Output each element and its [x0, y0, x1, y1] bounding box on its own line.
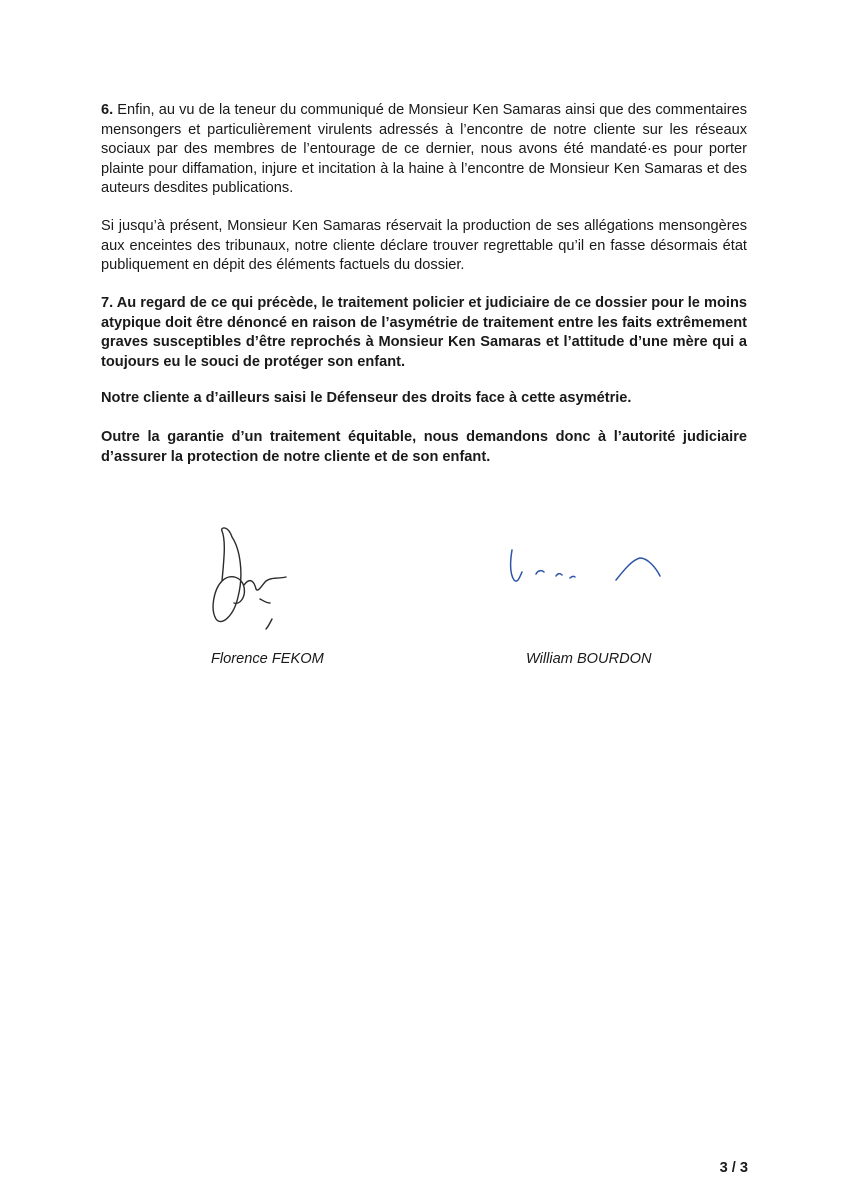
signature-florence-fekom [200, 519, 310, 639]
paragraph-defenseur: Notre cliente a d’ailleurs saisi le Défenseur des droits face à cette asymétrie. [101, 390, 632, 406]
signature-william-bourdon [500, 540, 670, 590]
paragraph-6 [101, 101, 747, 199]
paragraph-conclusion: Outre la garantie d’un traitement équitable, nous demandons donc à l’autorité judiciaire d’assurer la protection de notre cliente et de son enfant. [101, 429, 747, 465]
paragraph-7: 7. Au regard de ce qui précède, le traitement policier et judiciaire de ce dossier pour le moins atypique doit être dénoncé en raison de l’asymétrie de traitement entre les faits extrêmement graves susceptibles d’être reprochés à Monsieur Ken Samaras et l’attitude d’une mère qui a toujours eu le souci de protéger son enfant. [101, 295, 747, 370]
paragraph-6-continuation: Si jusqu’à présent, Monsieur Ken Samaras réservait la production de ses allégations mensongères aux enceintes des tribunaux, notre cliente déclare trouver regrettable qu’il en fasse désormais état publiquement en dépit des éléments factuels du dossier. [101, 218, 747, 273]
signature-block [0, 505, 848, 705]
signatory-name-left: Florence FEKOM [211, 651, 324, 667]
paragraph-6-number: 6. [101, 102, 114, 118]
signatory-name-right: William BOURDON [526, 651, 652, 667]
paragraph-6-text: Enfin, au vu de la teneur du communiqué de Monsieur Ken Samaras ainsi que des commentaires mensongers et particulièrement virulents adressés à l’encontre de notre cliente sur les réseaux sociaux par des membres de l’entourage de ce dernier, nous avons été mandaté·es pour porter plainte pour diffamation, injure et incitation à la haine à l’encontre de Monsieur Ken Samaras et des auteurs desdites publications. [101, 102, 747, 196]
page-number: 3 / 3 [719, 1160, 748, 1176]
